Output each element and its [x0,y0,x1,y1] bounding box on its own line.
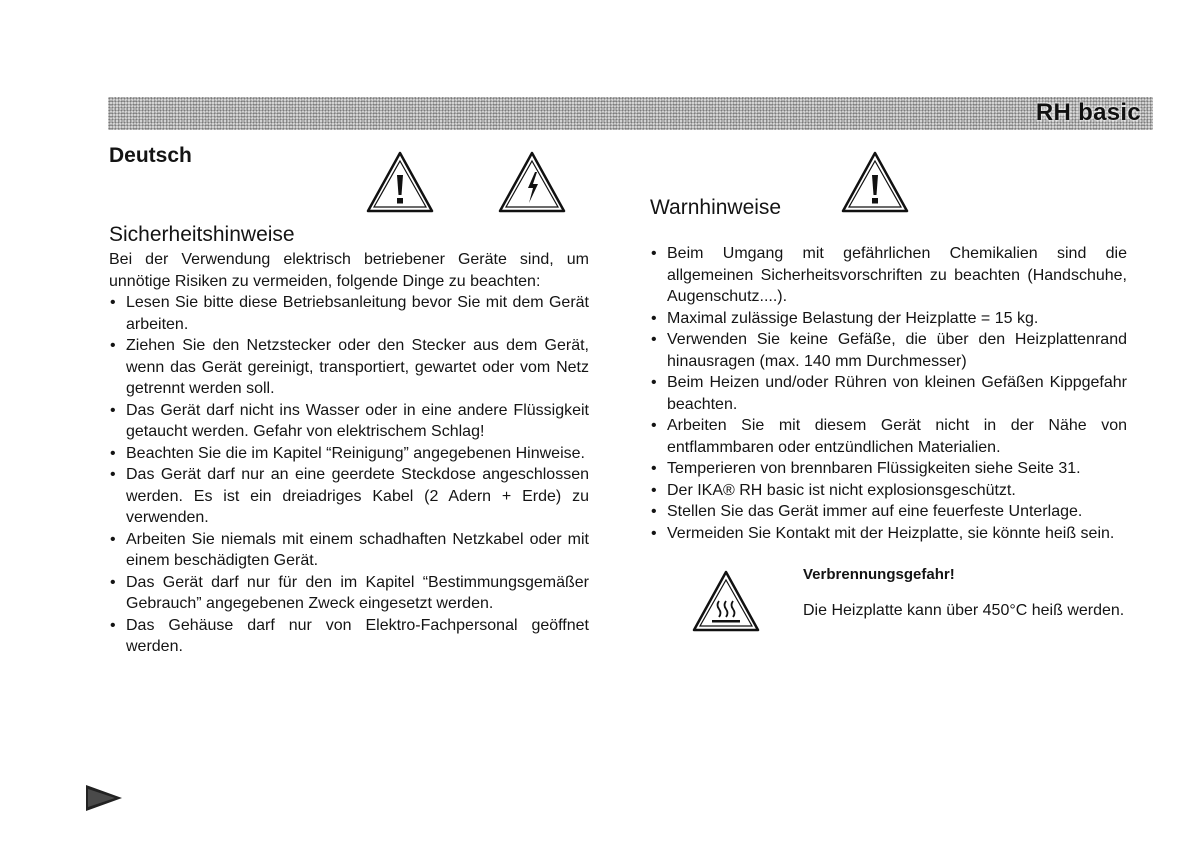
warnings-heading: Warnhinweise [650,196,782,219]
warnings-list [650,243,1127,544]
warning-triangle-icon [841,150,909,214]
list-item: • Das Gerät darf nur für den im Kapitel “Bestimmungsgemäßer Gebrauch” angegebenen Zweck eingesetzt werden. [109,572,589,615]
safety-intro: Bei der Verwendung elektrisch betriebener Geräte sind, um unnötige Risiken zu vermeiden, folgende Dinge zu beachten: [109,251,589,290]
burn-warning-text: Die Heizplatte kann über 450°C heiß werden. [803,602,1125,619]
safety-list [109,292,589,658]
list-item: • Beachten Sie die im Kapitel “Reinigung” angegebenen Hinweise. [109,443,589,465]
list-item: • Arbeiten Sie niemals mit einem schadhaften Netzkabel oder mit einem beschädigten Gerät. [109,529,589,572]
safety-heading: Sicherheitshinweise [109,223,295,246]
list-item: • Arbeiten Sie mit diesem Gerät nicht in der Nähe von entflammbaren oder entzündlichen Materialien. [650,415,1127,458]
list-item: • Maximal zulässige Belastung der Heizplatte = 15 kg. [650,308,1127,330]
electric-shock-warning-icon [498,150,566,214]
list-item: • Das Gerät darf nur an eine geerdete Steckdose angeschlossen werden. Es ist ein dreiadriges Kabel (2 Adern + Erde) zu verwenden. [109,464,589,529]
list-item: • Verwenden Sie keine Gefäße, die über den Heizplattenrand hinausragen (max. 140 mm Durchmesser) [650,329,1127,372]
hot-surface-warning-icon [691,569,761,633]
list-item: • Stellen Sie das Gerät immer auf eine feuerfeste Unterlage. [650,501,1127,523]
list-item: • Temperieren von brennbaren Flüssigkeiten siehe Seite 31. [650,458,1127,480]
list-item: • Beim Umgang mit gefährlichen Chemikalien sind die allgemeinen Sicherheitsvorschriften zu beachten (Handschuhe, Augenschutz....). [650,243,1127,308]
burn-warning-title: Verbrennungsgefahr! [803,566,955,583]
list-item: • Das Gehäuse darf nur von Elektro-Fachpersonal geöffnet werden. [109,615,589,658]
list-item: • Lesen Sie bitte diese Betriebsanleitung bevor Sie mit dem Gerät arbeiten. [109,292,589,335]
list-item: • Vermeiden Sie Kontakt mit der Heizplatte, sie könnte heiß sein. [650,523,1127,545]
header-band [108,97,1153,130]
list-item: • Ziehen Sie den Netzstecker oder den Stecker aus dem Gerät, wenn das Gerät gereinigt, transportiert, gewartet oder vom Netz getrennt werden soll. [109,335,589,400]
list-item: • Der IKA® RH basic ist nicht explosionsgeschützt. [650,480,1127,502]
list-item: • Beim Heizen und/oder Rühren von kleinen Gefäßen Kippgefahr beachten. [650,372,1127,415]
page-arrow-icon [85,784,125,812]
list-item: • Das Gerät darf nicht ins Wasser oder in eine andere Flüssigkeit getaucht werden. Gefahr von elektrischem Schlag! [109,400,589,443]
language-title: Deutsch [109,144,192,167]
product-title: RH basic [1035,99,1141,126]
warning-triangle-icon [366,150,434,214]
